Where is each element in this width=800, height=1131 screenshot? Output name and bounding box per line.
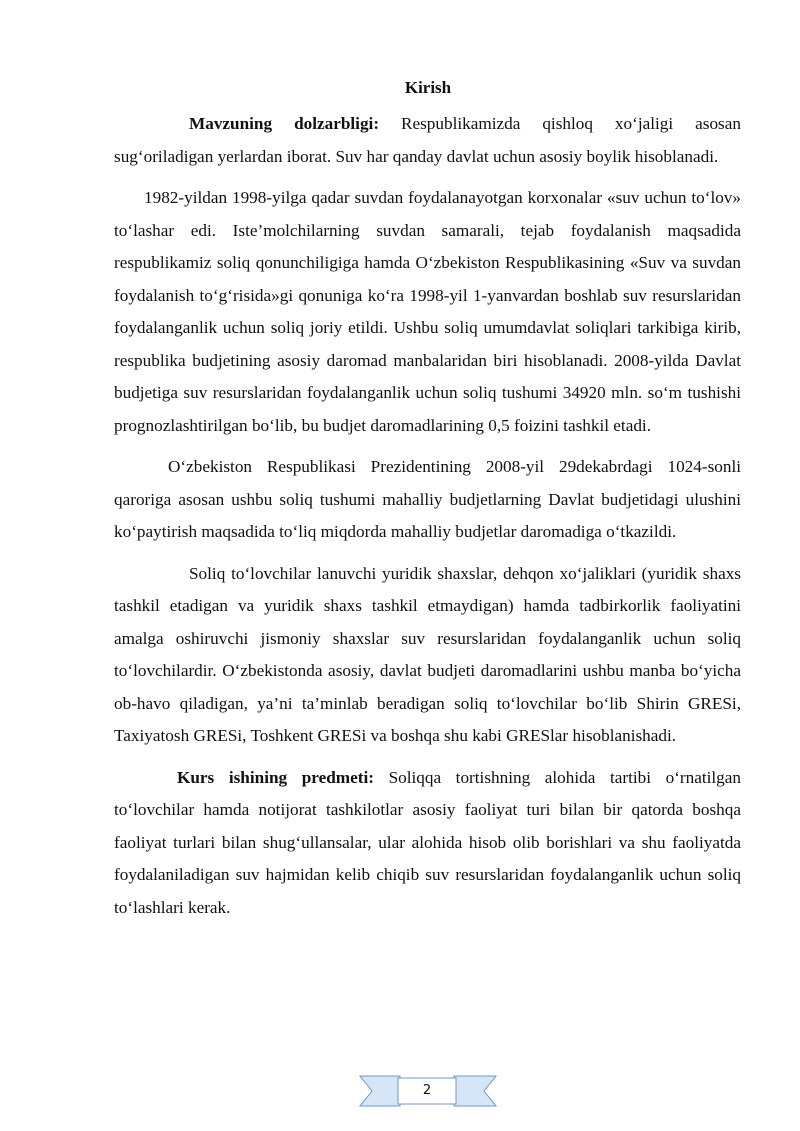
relevance-text: Respublikamizda qishloq xo‘jaligi asosan sug‘oriladigan yerlardan iborat. Suv har qanday davlat uchun asosiy boylik hisoblanadi. xyxy=(114,114,741,166)
document-body xyxy=(114,108,741,933)
section-title: Kirish xyxy=(404,78,452,97)
subject-text: Soliqqa tortishning alohida tartibi o‘rnatilgan to‘lovchilar hamda notijorat tashkilotlar asosiy faoliyat turi bilan bir qatorda boshqa faoliyat turlari bilan shug‘ullansalar, ular alohida hisob olib borishlari va shu faoliyatda foydalaniladigan suv hajmidan kelib chiqib suv resurslaridan foydalanganlik uchun soliq to‘lashlari kerak. xyxy=(114,767,742,917)
relevance-heading: Mavzuning dolzarbligi: xyxy=(189,114,380,133)
paragraph-history: 1982-yildan 1998-yilga qadar suvdan foydalanayotgan korxonalar «suv uchun to‘lov» to‘lashar edi. Iste’molchilarning suvdan samarali, tejab foydalanish maqsadida respublikamiz soliq qonunchiligiga hamda O‘zbekiston Respublikasining «Suv va suvdan foydalanish to‘g‘risida»gi qonuniga ko‘ra 1998-yil 1-yanvardan boshlab suv resurslaridan foydalanganlik uchun soliq joriy etildi. Ushbu soliq umumdavlat soliqlari tarkibiga kirib, respublika budjetining asosiy daromad manbalaridan biri hisoblanadi. 2008-yilda Davlat budjetiga suv resurslaridan foydalanganlik uchun soliq tushumi 34920 mln. so‘m tushishi prognozlashtirilgan bo‘lib, bu budjet daromadlarining 0,5 foizini tashkil etadi. xyxy=(114,188,741,435)
paragraph-taxpayers: Soliq to‘lovchilar lanuvchi yuridik shaxslar, dehqon xo‘jaliklari (yuridik shaxs tashkil etadigan va yuridik shaxs tashkil etmaydigan) hamda tadbirkorlik faoliyatini amalga oshiruvchi jismoniy shaxslar suv resurslaridan foydalanganlik uchun soliq to‘lovchilardir. O‘zbekistonda asosiy, davlat budjeti daromadlarini ushbu manba bo‘yicha ob-havo qiladigan, ya’ni ta’minlab beradigan soliq to‘lovchilar bo‘lib Shirin GRESi, Taxiyatosh GRESi, Toshkent GRESi va boshqa shu kabi GRESlar hisoblanishadi. xyxy=(114,563,741,745)
paragraph-subject xyxy=(114,762,741,925)
page-number-ribbon xyxy=(358,1073,498,1113)
subject-heading: Kurs ishining predmeti: xyxy=(177,767,374,787)
paragraph-decree: O‘zbekiston Respublikasi Prezidentining 2008-yil 29dekabrdagi 1024-sonli qaroriga asosan ushbu soliq tushumi mahalliy budjetlarning Davlat budjetidagi ulushini ko‘paytirish maqsadida to‘liq miqdorda mahalliy budjetlar daromadiga o‘tkazildi. xyxy=(114,457,741,541)
page-number: 2 xyxy=(422,1083,432,1098)
paragraph-relevance xyxy=(114,108,741,173)
